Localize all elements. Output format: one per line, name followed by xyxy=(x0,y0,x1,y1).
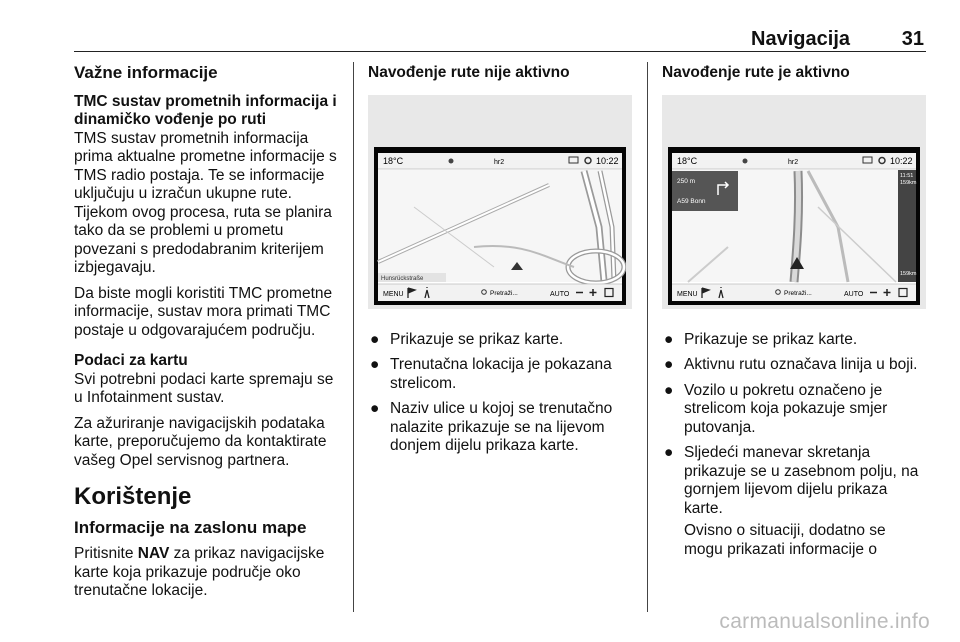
distance-remaining-bottom: 159km xyxy=(900,270,917,277)
list-item: ● Naziv ulice u kojoj se trenutačno nalazite prikazuje se na lijevom donjem dijelu prikaza karte. xyxy=(370,400,613,454)
page-header xyxy=(74,28,926,52)
street-name-label: Hunsrückstraße xyxy=(381,275,424,282)
watermark: carmanualsonline.info xyxy=(719,610,930,633)
infotainment-screen xyxy=(668,147,920,305)
menu-button[interactable]: MENU xyxy=(677,290,698,298)
heading-tmc: TMC sustav prometnih informacija i dinamičko vođenje po ruti xyxy=(74,92,337,128)
list-item: ● Aktivnu rutu označava linija u boji. xyxy=(664,356,918,373)
heading-important: Važne informacije xyxy=(74,63,218,82)
auto-zoom-button[interactable]: AUTO xyxy=(550,290,570,298)
temperature-label: 18°C xyxy=(677,155,698,166)
column-middle xyxy=(368,64,636,463)
section-title: Navigacija xyxy=(751,28,850,50)
maneuver-distance: 250 m xyxy=(677,177,696,185)
column-divider xyxy=(647,62,648,612)
column-right xyxy=(662,64,928,559)
paragraph-tmc: TMS sustav prometnih informacija prima aktualne prometne informacije s TMS radio postaja. Te se informacije uključuju u izračun ukupne rute. Tijekom ovog procesa, ruta se planira tako da se problemi u prometu povezani s predodabranim kriterijem izbjegavaju. xyxy=(74,129,337,276)
list-item: ● Prikazuje se prikaz karte. xyxy=(370,330,564,348)
map-area[interactable] xyxy=(378,170,624,283)
location-icon xyxy=(743,158,748,163)
bullet-list-active xyxy=(662,331,928,519)
paragraph-map-storage: Svi potrebni podaci karte spremaju se u Infotainment sustav. xyxy=(74,370,334,406)
radio-station-label: hr2 xyxy=(494,158,505,166)
route-progress-bar xyxy=(898,170,916,282)
nav-key: NAV xyxy=(137,545,170,562)
location-icon xyxy=(449,158,454,163)
heading-map-data: Podaci za kartu xyxy=(74,352,188,369)
list-item: ● Sljedeći manevar skretanja prikazuje se u zasebnom polju, na gornjem lijevom dijelu prikaza karte. xyxy=(664,444,919,517)
figure-title-active: Navođenje rute je aktivno xyxy=(662,64,850,81)
map-screen-graphic xyxy=(374,147,626,305)
list-item: ● Prikazuje se prikaz karte. xyxy=(664,330,858,348)
paragraph-nav-press: Pritisnite NAV za prikaz navigacijske karte koja prikazuje područje oko trenutačne lokacije. xyxy=(74,545,325,599)
infotainment-screen xyxy=(374,147,626,305)
search-field[interactable]: Pretraži... xyxy=(490,289,518,297)
menu-button[interactable]: MENU xyxy=(383,290,404,298)
column-divider xyxy=(353,62,354,612)
figure-map-active xyxy=(662,95,926,309)
maneuver-road: A59 Bonn xyxy=(677,197,706,205)
figure-title-inactive: Navođenje rute nije aktivno xyxy=(368,64,570,81)
paragraph-tmc-stations: Da biste mogli koristiti TMC prometne informacije, sustav mora primati TMC postaje u odgovarajućem području. xyxy=(74,284,333,339)
bullet-list-inactive xyxy=(368,331,636,456)
figure-map-inactive xyxy=(368,95,632,309)
clock-label: 10:22 xyxy=(890,155,913,166)
column-left xyxy=(74,64,344,608)
heading-usage: Korištenje xyxy=(74,483,192,510)
paragraph-extra-info: Ovisno o situaciji, dodatno se mogu prikazati informacije o xyxy=(684,522,886,558)
distance-remaining-top: 159km xyxy=(900,179,917,186)
search-field[interactable]: Pretraži... xyxy=(784,289,812,297)
auto-zoom-button[interactable]: AUTO xyxy=(844,290,864,298)
radio-station-label: hr2 xyxy=(788,158,799,166)
list-item: ● Trenutačna lokacija je pokazana strelicom. xyxy=(370,356,612,392)
list-item: ● Vozilo u pokretu označeno je strelicom koja pokazuje smjer putovanja. xyxy=(664,381,888,436)
page-number: 31 xyxy=(901,28,924,50)
heading-screen-info: Informacije na zaslonu mape xyxy=(74,517,307,537)
paragraph-map-update: Za ažuriranje navigacijskih podataka karte, preporučujemo da kontaktirate vašeg Opel servisnog partnera. xyxy=(74,414,327,469)
map-screen-graphic-active xyxy=(668,147,920,305)
eta-label: 11:51 xyxy=(900,172,914,179)
clock-label: 10:22 xyxy=(596,155,619,166)
next-maneuver-panel xyxy=(672,171,738,211)
temperature-label: 18°C xyxy=(383,155,404,166)
